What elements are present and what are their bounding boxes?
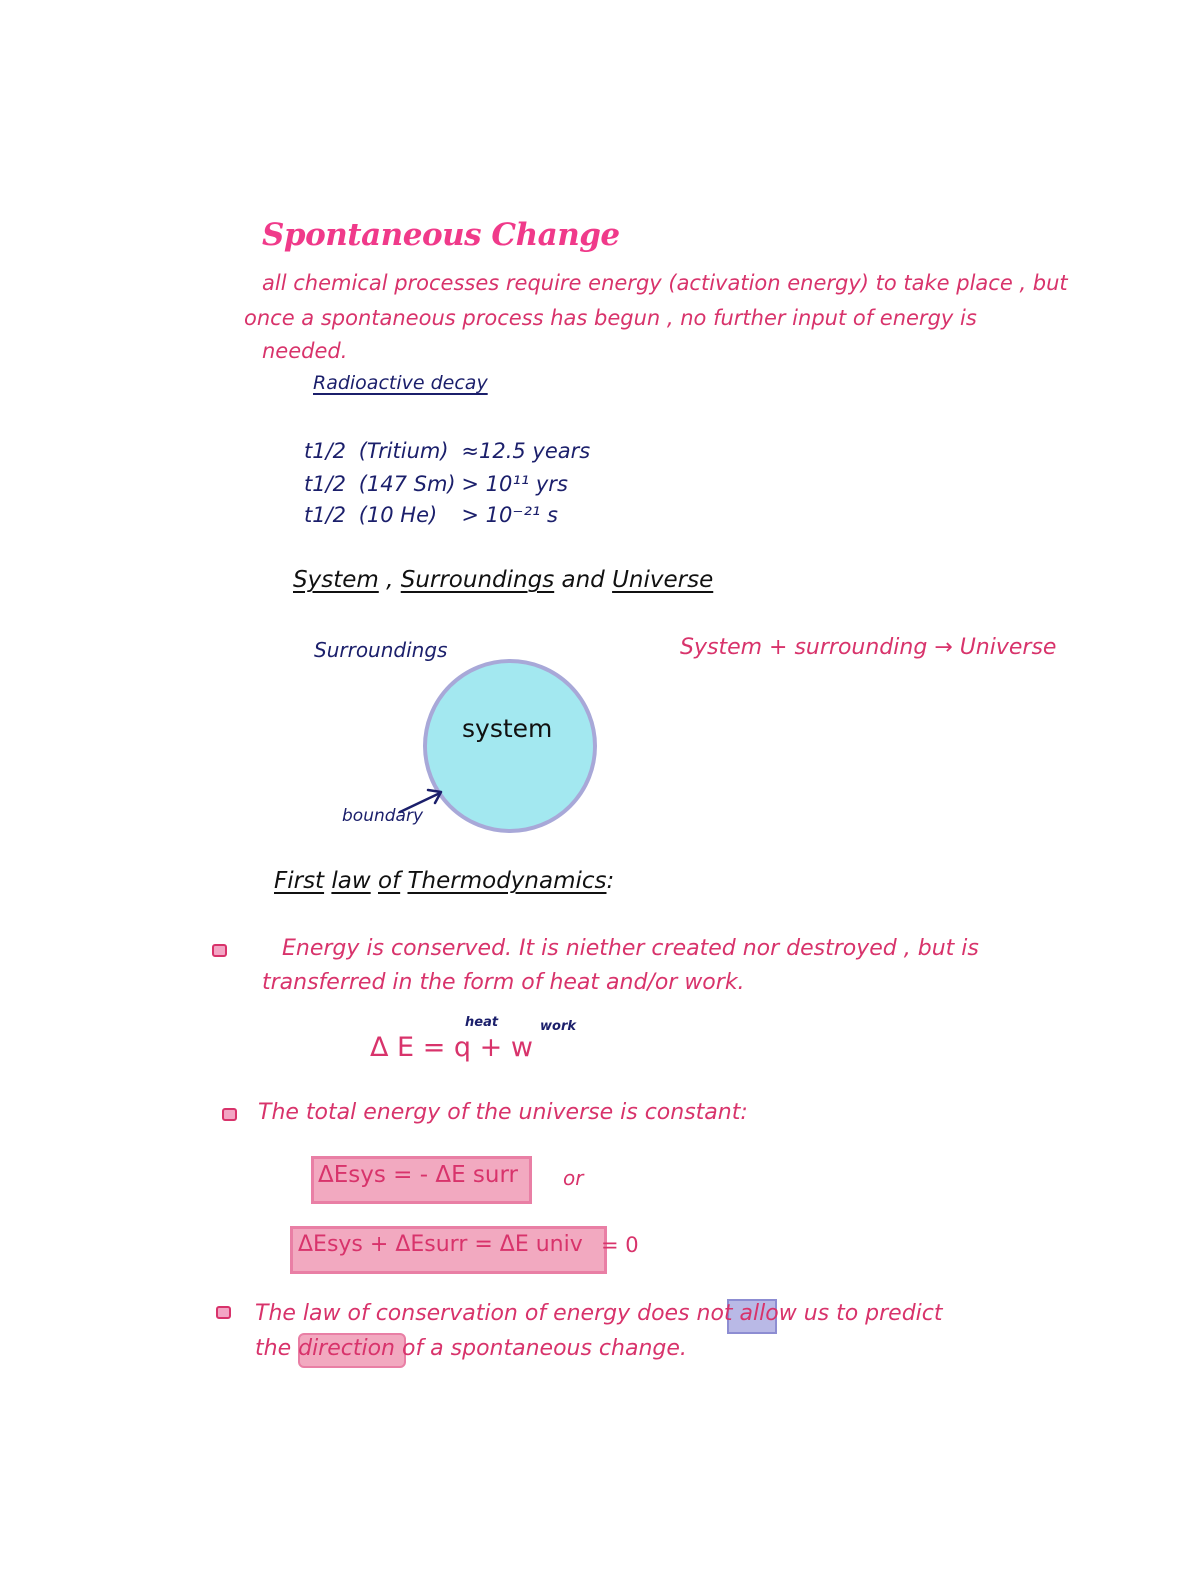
system-label: system bbox=[462, 714, 553, 743]
surroundings-label: Surroundings bbox=[314, 638, 448, 662]
heading-word-universe: Universe bbox=[612, 567, 714, 593]
work-label: work bbox=[540, 1019, 576, 1034]
first-law-point-1-line-2: transferred in the form of heat and/or work. bbox=[262, 970, 745, 995]
heading-word-system: System bbox=[293, 567, 379, 593]
half-life-nuclide: (147 Sm) bbox=[358, 472, 456, 496]
heading-word-of: of bbox=[378, 868, 401, 894]
first-law-point-3-line-1: The law of conservation of energy does not allow us to predict bbox=[255, 1301, 943, 1326]
half-life-symbol: t1/2 bbox=[304, 439, 347, 463]
first-law-heading bbox=[274, 870, 614, 893]
energy-system-surroundings-equation: ΔEsys = - ΔE surr bbox=[318, 1162, 518, 1188]
half-life-nuclide: (10 He) bbox=[358, 503, 438, 527]
first-law-point-3-line-2: the direction of a spontaneous change. bbox=[255, 1336, 687, 1361]
heading-word-and: and bbox=[561, 567, 605, 593]
boundary-label: boundary bbox=[342, 806, 423, 826]
bullet-icon bbox=[222, 1108, 237, 1121]
heading-word-surroundings: Surroundings bbox=[400, 567, 555, 593]
bullet-icon bbox=[212, 944, 227, 957]
half-life-value: > 10⁻²¹ s bbox=[461, 503, 558, 527]
energy-equation: Δ E = q + w bbox=[370, 1032, 533, 1063]
heat-label: heat bbox=[465, 1015, 499, 1030]
first-law-point-1-line-1: Energy is conserved. It is niether created nor destroyed , but is bbox=[282, 936, 979, 961]
heading-colon: : bbox=[606, 868, 615, 894]
heading-word-first: First bbox=[274, 868, 325, 894]
intro-line-2: once a spontaneous process has begun , no further input of energy is bbox=[244, 306, 977, 330]
radioactive-decay-heading: Radioactive decay bbox=[313, 372, 488, 394]
heading-word-law: law bbox=[331, 868, 371, 894]
energy-universe-equation: ΔEsys + ΔEsurr = ΔE univ bbox=[298, 1232, 583, 1257]
or-label: or bbox=[563, 1166, 584, 1190]
system-universe-equation: System + surrounding → Universe bbox=[680, 635, 1057, 660]
half-life-value: > 10¹¹ yrs bbox=[461, 472, 568, 496]
page-title: Spontaneous Change bbox=[262, 217, 620, 253]
first-law-point-2: The total energy of the universe is constant: bbox=[258, 1100, 748, 1125]
intro-line-1: all chemical processes require energy (activation energy) to take place , but bbox=[262, 271, 1068, 295]
half-life-symbol: t1/2 bbox=[304, 472, 347, 496]
half-life-value: ≈12.5 years bbox=[461, 439, 591, 463]
energy-universe-equals-zero: = 0 bbox=[601, 1233, 639, 1257]
half-life-symbol: t1/2 bbox=[304, 503, 347, 527]
intro-line-3: needed. bbox=[262, 339, 348, 363]
heading-comma: , bbox=[386, 567, 394, 593]
heading-word-thermodynamics: Thermodynamics bbox=[407, 868, 607, 894]
bullet-icon bbox=[216, 1306, 231, 1319]
half-life-nuclide: (Tritium) bbox=[358, 439, 449, 463]
